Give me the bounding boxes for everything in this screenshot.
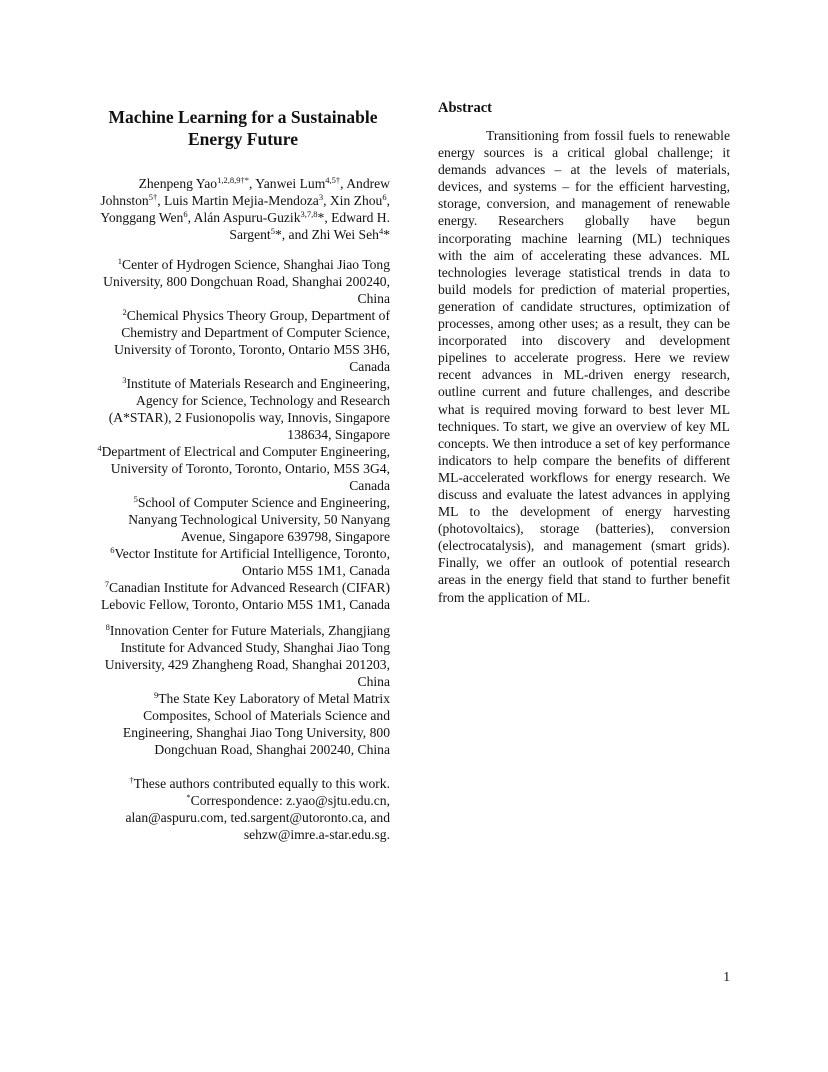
author-affiliation-marks: 4,5† (325, 175, 341, 185)
affiliation-item (96, 256, 390, 307)
affiliation-number: 4 (97, 443, 102, 453)
author-name: Yonggang Wen (100, 210, 184, 225)
author-list (96, 175, 390, 243)
affiliation-text: The State Key Laboratory of Metal Matrix Composites, School of Materials Science and Engineering, Shanghai Jiao Tong University, 800 Dongchuan Road, Shanghai 200240, China (122, 691, 390, 757)
abstract-body: Transitioning from fossil fuels to renewable energy sources is a critical global challenge; it demands advances – at the levels of materials, devices, and systems – for the efficient harvesting, storage, conversion, and management of renewable energy. Researchers globally have begun incorporating machine learning (ML) techniques with the aim of accelerating these advances. ML technologies leverage statistical trends in data to build models for prediction of material properties, generation of candidate structures, optimization of processes, among other uses; as a result, they can be incorporated into discovery and development pipelines to accelerate progress. Here we review recent advances in ML-driven energy research, outline current and future challenges, and describe what is required moving forward to best lever ML techniques. To start, we give an overview of key ML concepts. We then introduce a set of key performance indicators to help compare the benefits of different ML-accelerated workflows for energy research. We discuss and evaluate the latest advances in applying ML to the development of energy harvesting (photovoltaics), storage (batteries), conversion (electrocatalysis), and management (smart grids). Finally, we offer an outlook of potential research areas in the energy field that stand to further benefit from the application of ML. (438, 128, 730, 605)
equal-contribution-note: †These authors contributed equally to this work. (129, 775, 390, 791)
author-name: Andrew Johnston (100, 176, 390, 208)
author-affiliation-marks: 5 (270, 226, 275, 236)
affiliation-item (96, 375, 390, 443)
author-affiliation-marks: 4 (378, 226, 384, 236)
author-separator: *, and (274, 227, 312, 242)
abstract-heading: Abstract (438, 100, 492, 116)
abstract-column (438, 99, 730, 606)
affiliation-item (96, 545, 390, 579)
page-number: 1 (723, 969, 730, 984)
affiliation-item (96, 494, 390, 545)
author-notes (96, 775, 390, 843)
author-affiliation-marks: 3,7,8 (300, 209, 318, 219)
affiliation-number: 2 (122, 307, 127, 317)
author-affiliation-marks: 6 (183, 209, 188, 219)
front-matter-column (96, 106, 390, 843)
affiliation-item (96, 579, 390, 613)
affiliation-text: Innovation Center for Future Materials, Zhangjiang Institute for Advanced Study, Shanghai Jiao Tong University, 429 Zhangheng Road, Shanghai 201203, China (104, 623, 390, 689)
author-separator: , (157, 193, 165, 208)
affiliation-number: 8 (105, 622, 110, 632)
affiliation-item (96, 622, 390, 690)
author-separator: *, (317, 210, 332, 225)
affiliation-number: 5 (133, 494, 138, 504)
affiliation-number: 3 (122, 375, 127, 385)
affiliation-item (96, 690, 390, 758)
author-name: Zhenpeng Yao (138, 176, 218, 191)
affiliation-text: Institute of Materials Research and Engineering, Agency for Science, Technology and Research (A*STAR), 2 Fusionopolis way, Innovis, Singapore 138634, Singapore (108, 376, 390, 442)
correspondence-note: *Correspondence: z.yao@sjtu.edu.cn, alan@aspuru.com, ted.sargent@utoronto.ca, and sehzw@imre.a-star.edu.sg. (125, 792, 390, 842)
affiliation-text: Vector Institute for Artificial Intelligence, Toronto, Ontario M5S 1M1, Canada (114, 546, 390, 578)
affiliation-text: Chemical Physics Theory Group, Department of Chemistry and Department of Computer Science, University of Toronto, Toronto, Ontario M5S 3H6, Canada (114, 308, 390, 374)
author-name: Zhi Wei Seh (311, 227, 379, 242)
affiliation-text: School of Computer Science and Engineering, Nanyang Technological University, 50 Nanyang Avenue, Singapore 639798, Singapore (128, 495, 390, 544)
author-separator: * (383, 227, 390, 242)
author-name: Edward H. Sargent (229, 210, 390, 242)
affiliation-number: 6 (110, 545, 115, 555)
affiliation-text: Center of Hydrogen Science, Shanghai Jiao Tong University, 800 Dongchuan Road, Shanghai 200240, China (103, 257, 390, 306)
author-name: Xin Zhou (329, 193, 383, 208)
author-name: Alán Aspuru-Guzik (193, 210, 301, 225)
asterisk-mark: * (186, 792, 191, 802)
author-name: Yanwei Lum (255, 176, 326, 191)
affiliation-list (96, 256, 390, 613)
paper-title: Machine Learning for a Sustainable Energy Future (108, 107, 378, 149)
author-name: Luis Martin Mejia-Mendoza (164, 193, 319, 208)
affiliation-list-continued (96, 622, 390, 758)
author-affiliation-marks: 6 (382, 192, 387, 202)
author-separator: , (187, 210, 194, 225)
author-affiliation-marks: 3 (318, 192, 324, 202)
author-separator: , (248, 176, 256, 191)
author-affiliation-marks: 5† (148, 192, 158, 202)
author-separator: , (323, 193, 330, 208)
author-separator: , (340, 176, 347, 191)
affiliation-text: Canadian Institute for Advanced Research (CIFAR) Lebovic Fellow, Toronto, Ontario M5S 1M1, Canada (100, 580, 390, 612)
author-affiliation-marks: 1,2,8,9†* (217, 175, 249, 185)
affiliation-item (96, 307, 390, 375)
affiliation-number: 7 (104, 579, 110, 589)
affiliation-number: 1 (117, 256, 123, 266)
author-separator: , (386, 193, 390, 208)
affiliation-text: Department of Electrical and Computer Engineering, University of Toronto, Toronto, Ontario, M5S 3G4, Canada (101, 444, 390, 493)
affiliation-number: 9 (153, 690, 159, 700)
dagger-mark: † (129, 775, 134, 785)
affiliation-item (96, 443, 390, 494)
